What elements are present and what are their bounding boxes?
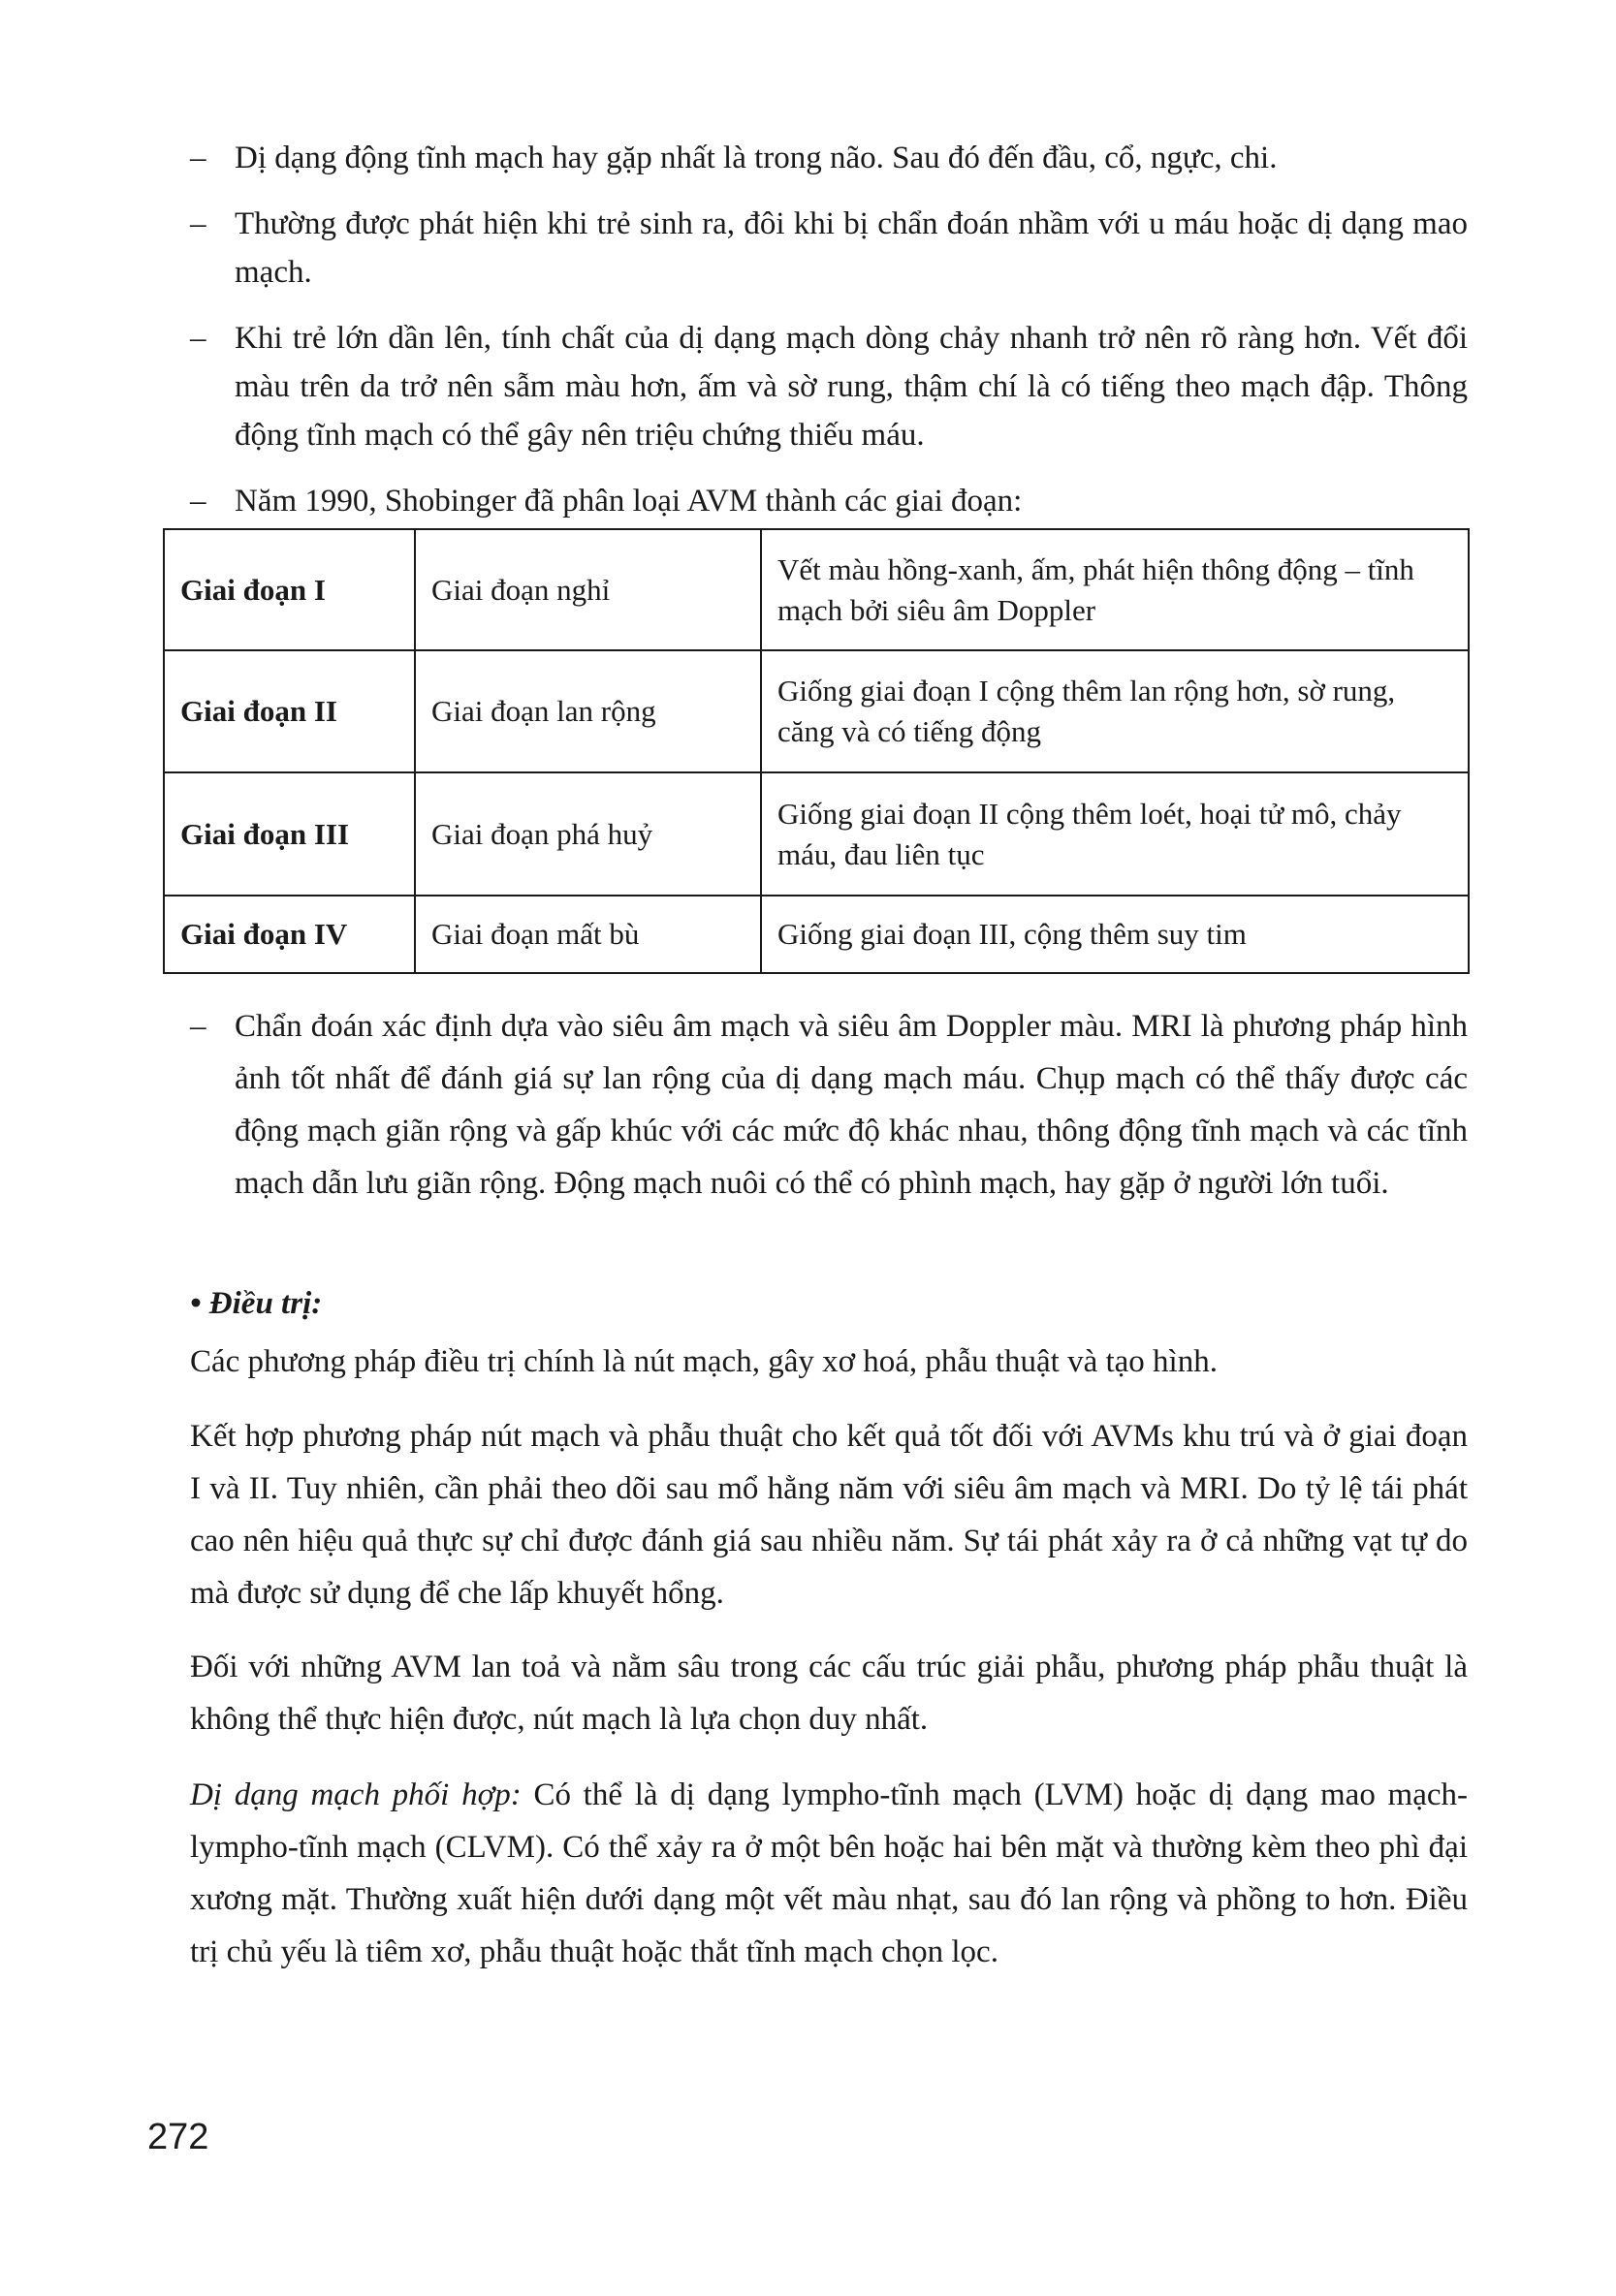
paragraph: Kết hợp phương pháp nút mạch và phẫu thuật cho kết quả tốt đối với AVMs khu trú và ở giai đoạn I và II. Tuy nhiên, cần phải theo dõi sau mổ hằng năm với siêu âm mạch và MRI. Do tỷ lệ tái phát cao nên hiệu quả thực sự chỉ được đánh giá sau nhiều năm. Sự tái phát xảy ra ở cả những vạt tự do mà được sử dụng để che lấp khuyết hổng. xyxy=(190,1419,1468,1611)
stage-description-cell: Vết màu hồng-xanh, ấm, phát hiện thông động – tĩnh mạch bởi siêu âm Doppler xyxy=(761,529,1469,650)
table-row xyxy=(164,650,1469,772)
list-item xyxy=(190,134,1468,182)
list-item xyxy=(190,1000,1468,1210)
bullet-text: Khi trẻ lớn dần lên, tính chất của dị dạng mạch dòng chảy nhanh trở nên rõ ràng hơn. Vết đổi màu trên da trở nên sẫm màu hơn, ấm và sờ rung, thậm chí là có tiếng theo mạch đập. Thông động tĩnh mạch có thể gây nên triệu chứng thiếu máu. xyxy=(235,321,1468,453)
paragraph: Đối với những AVM lan toả và nằm sâu trong các cấu trúc giải phẫu, phương pháp phẫu thuật là không thể thực hiện được, nút mạch là lựa chọn duy nhất. xyxy=(190,1650,1468,1737)
bullet-list-diagnosis xyxy=(190,1000,1468,1227)
bullet-text: Thường được phát hiện khi trẻ sinh ra, đôi khi bị chẩn đoán nhầm với u máu hoặc dị dạng mao mạch. xyxy=(235,206,1468,290)
stage-name-cell: Giai đoạn mất bù xyxy=(415,896,761,973)
list-item xyxy=(190,477,1468,525)
paragraph-body: Có thể là dị dạng lympho-tĩnh mạch (LVM) hoặc dị dạng mao mạch-lympho-tĩnh mạch (CLVM). Có thể xảy ra ở một bên hoặc hai bên mặt và thường kèm theo phì đại xương mặt. Thường xuất hiện dưới dạng một vết màu nhạt, sau đó lan rộng và phồng to hơn. Điều trị chủ yếu là tiêm xơ, phẫu thuật hoặc thắt tĩnh mạch chọn lọc. xyxy=(190,1777,1469,1969)
table-row xyxy=(164,772,1469,896)
stage-cell: Giai đoạn IV xyxy=(164,896,415,973)
treatment-heading: • Điều trị: xyxy=(190,1286,323,1321)
bullet-dash: – xyxy=(190,1009,206,1044)
paragraph: Các phương pháp điều trị chính là nút mạch, gây xơ hoá, phẫu thuật và tạo hình. xyxy=(190,1344,1218,1379)
paragraph-lead-term: Dị dạng mạch phối hợp: xyxy=(190,1777,522,1812)
bullet-dash: – xyxy=(190,484,206,519)
bullet-dash: – xyxy=(190,206,206,241)
list-item xyxy=(190,314,1468,459)
stage-cell: Giai đoạn III xyxy=(164,772,415,896)
bullet-dash: – xyxy=(190,141,206,175)
bullet-dash: – xyxy=(190,321,206,356)
stage-description-cell: Giống giai đoạn II cộng thêm loét, hoại tử mô, chảy máu, đau liên tục xyxy=(761,772,1469,896)
bullet-list-top xyxy=(190,134,1468,543)
paragraph xyxy=(190,1769,1468,1978)
avm-stage-table xyxy=(163,528,1470,974)
list-item xyxy=(190,200,1468,297)
bullet-text: Chẩn đoán xác định dựa vào siêu âm mạch và siêu âm Doppler màu. MRI là phương pháp hình ảnh tốt nhất để đánh giá sự lan rộng của dị dạng mạch máu. Chụp mạch có thể thấy được các động mạch giãn rộng và gấp khúc với các mức độ khác nhau, thông động tĩnh mạch và các tĩnh mạch dẫn lưu giãn rộng. Động mạch nuôi có thể có phình mạch, hay gặp ở người lớn tuổi. xyxy=(235,1009,1468,1201)
bullet-text: Dị dạng động tĩnh mạch hay gặp nhất là trong não. Sau đó đến đầu, cổ, ngực, chi. xyxy=(235,141,1278,175)
bullet-text: Năm 1990, Shobinger đã phân loại AVM thành các giai đoạn: xyxy=(235,484,1023,519)
stage-description-cell: Giống giai đoạn I cộng thêm lan rộng hơn, sờ rung, căng và có tiếng động xyxy=(761,650,1469,772)
stage-name-cell: Giai đoạn phá huỷ xyxy=(415,772,761,896)
table-row xyxy=(164,896,1469,973)
stage-name-cell: Giai đoạn lan rộng xyxy=(415,650,761,772)
stage-cell: Giai đoạn II xyxy=(164,650,415,772)
stage-cell: Giai đoạn I xyxy=(164,529,415,650)
stage-description-cell: Giống giai đoạn III, cộng thêm suy tim xyxy=(761,896,1469,973)
stage-name-cell: Giai đoạn nghỉ xyxy=(415,529,761,650)
table-row xyxy=(164,529,1469,650)
page-number: 272 xyxy=(147,2117,209,2157)
